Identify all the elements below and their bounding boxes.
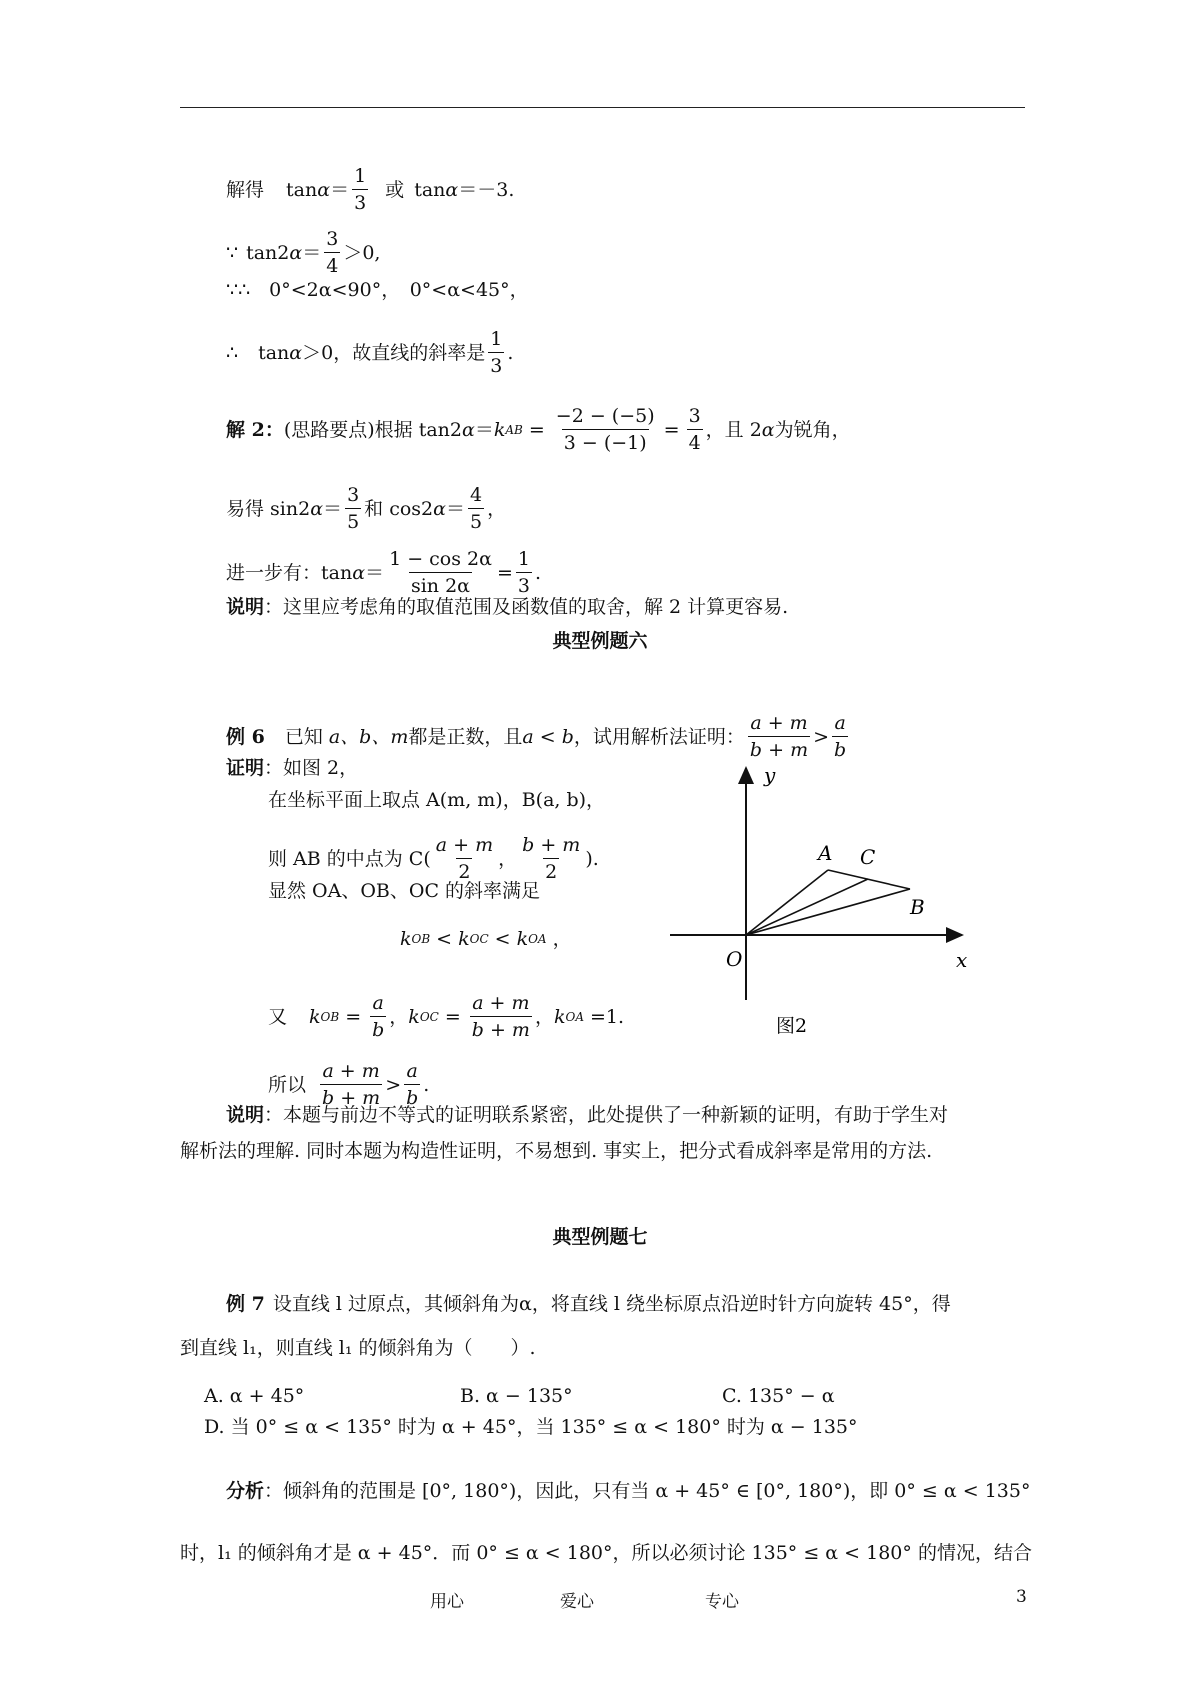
example-7 (180, 1282, 1050, 1370)
proof-slope-inequality (400, 926, 572, 952)
text: ：倾斜角的范围是 [0°, 180°)，因此，只有当 α + 45° ∈ [0°, 180°)，即 0° ≤ α < 135° (264, 1480, 1031, 1502)
option-a: A. α + 45° (204, 1385, 305, 1407)
proof-line-2 (268, 787, 605, 813)
k: k (553, 1005, 566, 1028)
text: (思路要点)根据 tan2 (283, 418, 463, 441)
text: < (494, 928, 511, 950)
text: 为锐角， (774, 418, 851, 441)
fraction: $\frac{a}{b}$ (372, 992, 385, 1041)
line-sin-cos (226, 482, 506, 535)
text: ：这里应考虑角的取值范围及函数值的取舍，解 2 计算更容易. (264, 596, 789, 618)
line-tan2a (226, 226, 380, 279)
note-label: 说明 (226, 1104, 265, 1126)
section-heading-7: 典型例题七 (552, 1226, 648, 1248)
text: ＝ (474, 418, 494, 441)
text: tan2 (246, 241, 290, 264)
example-7-line-2: 到直线 l₁，则直线 l₁ 的倾斜角为（ ）. (180, 1337, 536, 1359)
note-6-line-2: 解析法的理解. 同时本题为构造性证明，不易想到. 事实上，把分式看成斜率是常用的方法. (180, 1140, 933, 1162)
example-7-line-1 (180, 1282, 1050, 1326)
footer-text-3: 专心 (705, 1592, 739, 1612)
text: 所以 (268, 1073, 307, 1096)
subscript: OC (469, 932, 489, 946)
solution-label: 解 2 (226, 418, 265, 441)
fraction: $\frac{1}{3}$ (490, 328, 503, 377)
example-label: 例 7 (226, 1293, 265, 1315)
fraction: $\frac{a}{b}$ (406, 1060, 419, 1109)
note-label: 说明 (226, 596, 265, 618)
proof-slope-values (268, 990, 624, 1043)
fraction: $\frac{3}{5}$ (347, 484, 360, 533)
text: ， (389, 1005, 409, 1028)
text: ：如图 2， (264, 757, 359, 779)
fraction: $\frac{1}{3}$ (517, 548, 530, 597)
text: ＞0，故直线的斜率是 (302, 341, 486, 364)
text: 又 (268, 1005, 288, 1028)
text: ，试用解析法证明： (573, 725, 745, 748)
text: ＝ (445, 497, 465, 520)
text: < (436, 928, 453, 950)
text: = (444, 1005, 461, 1028)
y-axis-label: y (764, 763, 776, 787)
k: k (458, 928, 470, 950)
subscript: OC (419, 1009, 439, 1024)
text: = (496, 561, 513, 584)
text: = (528, 418, 545, 441)
text: 或 (385, 178, 405, 201)
point-c-label: C (860, 845, 876, 869)
proof-line-4 (268, 878, 540, 904)
subscript: OB (411, 932, 431, 946)
fraction: $\frac{4}{5}$ (469, 484, 483, 533)
text: . (507, 341, 514, 364)
figure-2-diagram (660, 760, 980, 1040)
note-6 (180, 1097, 1040, 1169)
text: ，且 2 (705, 418, 762, 441)
segment-ob (746, 889, 910, 935)
text: . (423, 1073, 430, 1096)
text: ＝ (365, 561, 385, 584)
alpha: α (289, 241, 303, 264)
line-angle-range (226, 277, 529, 303)
text: tan (258, 341, 290, 364)
text: 进一步有：tan (226, 561, 353, 584)
condition: a < b (522, 725, 574, 748)
x-axis-label: x (956, 948, 968, 972)
k: k (493, 418, 506, 441)
alpha: α (433, 497, 446, 520)
line-further (226, 546, 541, 599)
fraction: $\frac{3}{4}$ (688, 405, 701, 454)
alpha: α (445, 178, 459, 201)
text: ＝ (323, 497, 343, 520)
alpha: α (352, 561, 366, 584)
segment-ab (828, 870, 910, 889)
k: k (309, 1005, 321, 1028)
line-solve-tan (226, 163, 514, 216)
text: 已知 (284, 725, 323, 748)
text: 则 AB 的中点为 C( (268, 847, 431, 870)
text: ： (264, 418, 284, 441)
text: ＝ (302, 241, 322, 264)
text: 设直线 l 过原点，其倾斜角为α，将直线 l 绕坐标原点沿逆时针方向旋转 45°，得 (272, 1293, 951, 1315)
fraction: $\frac{b + m}{2}$ (522, 834, 581, 883)
subscript: OA (565, 1009, 584, 1024)
text: ∵∴ 0°<2α<90°， 0°<α<45°， (226, 279, 529, 301)
analysis-line-1 (180, 1460, 1060, 1522)
k: k (516, 928, 529, 950)
text: ＝ (330, 178, 350, 201)
variables: a、b、m (328, 725, 409, 748)
note-6-line-1 (180, 1097, 1040, 1133)
alpha: α (310, 497, 324, 520)
alpha: α (761, 418, 775, 441)
footer-text-1: 用心 (430, 1592, 464, 1612)
text: ：本题与前边不等式的证明联系紧密，此处提供了一种新颖的证明，有助于学生对 (264, 1104, 949, 1126)
option-c: C. 135° − α (722, 1385, 835, 1407)
text: =1. (590, 1005, 625, 1028)
page-number: 3 (1016, 1587, 1027, 1607)
point-a-label: A (818, 841, 833, 865)
analysis (180, 1460, 1060, 1584)
text: > (813, 725, 830, 748)
analysis-line-2: 时，l₁ 的倾斜角才是 α + 45°．而 0° ≤ α < 180°，所以必须讨论 135° ≤ α < 180° 的情况，结合 (180, 1542, 1032, 1564)
text: 和 cos2 (364, 497, 434, 520)
option-b: B. α − 135° (460, 1385, 573, 1407)
line-note-1 (226, 594, 788, 620)
subscript: OB (320, 1009, 340, 1024)
text: 显然 OA、OB、OC 的斜率满足 (268, 880, 541, 902)
subscript: AB (505, 422, 523, 437)
text: tan (414, 178, 446, 201)
therefore-symbol: ∴ (226, 341, 239, 364)
k: k (400, 928, 412, 950)
section-heading-6: 典型例题六 (552, 630, 648, 652)
because-symbol: ∵ (226, 241, 239, 264)
text: ， (487, 497, 507, 520)
footer-text-2: 爱心 (560, 1592, 594, 1612)
text: = (345, 1005, 362, 1028)
line-slope-result (226, 326, 513, 379)
fraction: $\frac{a + m}{2}$ (435, 834, 494, 883)
text: ＞0, (343, 241, 381, 264)
fraction: $\frac{1}{3}$ (354, 165, 367, 214)
text: . (534, 561, 542, 584)
alpha: α (462, 418, 475, 441)
fraction: $\frac{-2 - (-5)}{3 - (-1)}$ (555, 405, 655, 454)
fraction: $\frac{a + m}{b + m}$ (749, 712, 809, 761)
proof-label: 证明 (226, 757, 265, 779)
text: ， (498, 847, 518, 870)
origin-label: O (726, 947, 743, 971)
text: ， (534, 1005, 554, 1028)
fraction: $\frac{a + m}{b + m}$ (471, 992, 530, 1041)
fraction: $\frac{a + m}{b + m}$ (322, 1060, 381, 1109)
text: ). (585, 847, 599, 870)
analysis-label: 分析 (226, 1480, 265, 1502)
text: ， (552, 928, 572, 950)
figure-caption: 图2 (776, 1015, 808, 1037)
alpha: α (317, 178, 331, 201)
text: 解得 (226, 178, 265, 201)
example-label: 例 6 (226, 725, 265, 748)
text: ＝－3. (458, 178, 515, 201)
proof-line-1 (226, 755, 358, 781)
header-rule (180, 107, 1025, 108)
point-b-label: B (910, 895, 925, 919)
fraction: $\frac{3}{4}$ (326, 228, 339, 277)
option-d: D. 当 0° ≤ α < 135° 时为 α + 45°，当 135° ≤ α < 180° 时为 α − 135° (204, 1416, 858, 1438)
fraction: $\frac{a}{b}$ (834, 712, 847, 761)
text: > (385, 1073, 402, 1096)
text: 在坐标平面上取点 A(m, m)，B(a, b)， (268, 789, 606, 811)
subscript: OA (528, 932, 547, 946)
alpha: α (289, 341, 303, 364)
line-solution-2 (226, 403, 851, 456)
fraction: $\frac{1 - \cos 2\alpha}{\sin 2\alpha}$ (389, 548, 492, 597)
text: 易得 sin2 (226, 497, 311, 520)
text: = (663, 418, 680, 441)
text: 都是正数，且 (408, 725, 523, 748)
text: tan (286, 178, 318, 201)
k: k (408, 1005, 420, 1028)
